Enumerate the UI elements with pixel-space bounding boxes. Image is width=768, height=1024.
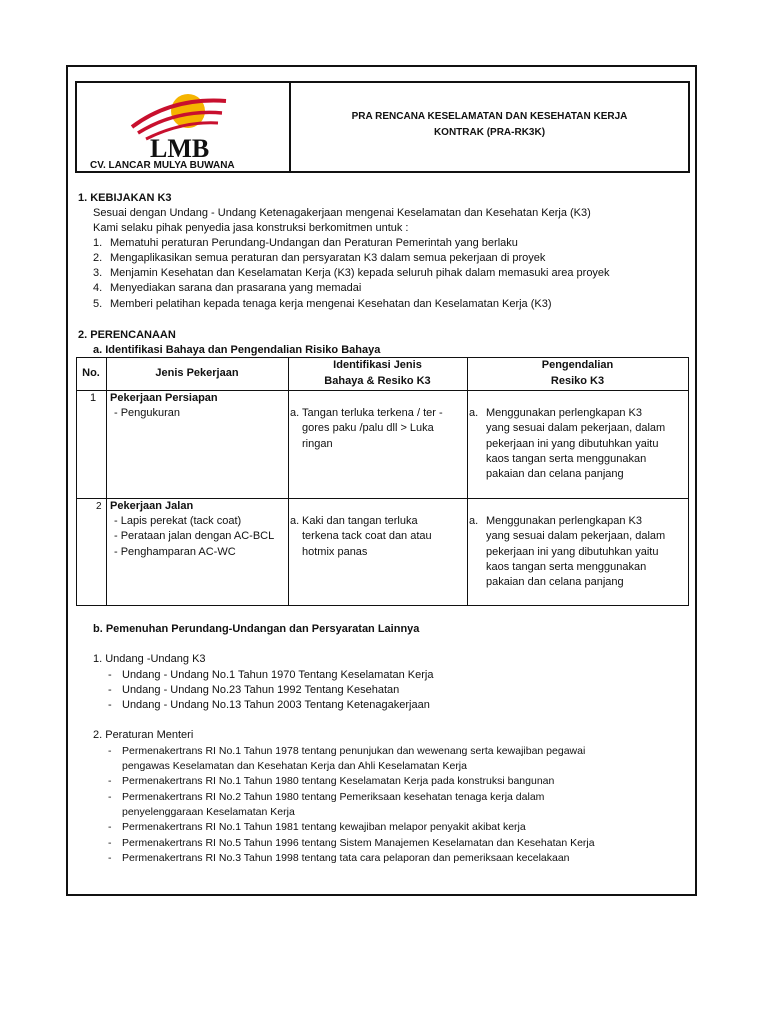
hazard-line: terkena tack coat dan atau [302,530,432,542]
section-1-heading: 1. KEBIJAKAN K3 [78,192,172,204]
list-dash: - [108,852,112,864]
document-header [75,81,690,173]
logo-text: LMB [150,134,210,159]
regulation-item: Permenakertrans RI No.1 Tahun 1978 tentang penunjukan dan wewenang serta kewajiban pegawai [122,745,586,757]
list-dash: - [108,837,112,849]
regulation-item: Permenakertrans RI No.1 Tahun 1981 tentang kewajiban melapor penyakit akibat kerja [122,821,526,833]
control-marker: a. [469,407,479,419]
hazard-marker: a. [290,407,300,419]
list-dash: - [108,684,112,696]
column-header-no: No. [82,367,100,379]
control-line: kaos tangan serta menggunakan [486,453,647,465]
hazard-line: Tangan terluka terkena / ter - [302,407,443,419]
column-header-identifikasi: Identifikasi Jenis [333,359,422,371]
document-subtitle: KONTRAK (PRA-RK3K) [433,127,546,138]
job-item: - Pengukuran [114,407,181,419]
policy-item: Mengaplikasikan semua peraturan dan persyaratan K3 dalam semua pekerjaan di proyek [110,252,546,264]
regulation-item-cont: pengawas Keselamatan dan Kesehatan Kerja dan Ahli Keselamatan Kerja [122,760,467,772]
control-line: kaos tangan serta menggunakan [486,561,647,573]
column-header-pengendalian-2: Resiko K3 [550,375,605,387]
job-item: - Perataan jalan dengan AC-BCL [114,530,275,542]
policy-number: 1. [93,237,103,249]
document-title: PRA RENCANA KESELAMATAN DAN KESEHATAN KERJA [351,111,628,122]
job-title: Pekerjaan Persiapan [110,392,218,404]
policy-item: Menyediakan sarana dan prasarana yang memadai [110,282,362,294]
policy-number: 4. [93,282,103,294]
column-header-identifikasi-2: Bahaya & Resiko K3 [324,375,431,387]
job-item: - Penghamparan AC-WC [114,546,236,558]
hazard-line: Kaki dan tangan terluka [302,515,418,527]
hazard-marker: a. [290,515,300,527]
control-marker: a. [469,515,479,527]
section-1-intro: Sesuai dengan Undang - Undang Ketenagakerjaan mengenai Keselamatan dan Kesehatan Kerja (K3) [93,207,591,219]
subsection-a-heading: a. Identifikasi Bahaya dan Pengendalian Risiko Bahaya [93,344,381,356]
job-item: - Lapis perekat (tack coat) [114,515,242,527]
law-item: Undang - Undang No.23 Tahun 1992 Tentang Kesehatan [122,684,400,696]
list-dash: - [108,699,112,711]
hazard-line: hotmix panas [302,546,368,558]
law-item: Undang - Undang No.13 Tahun 2003 Tentang Ketenagakerjaan [122,699,430,711]
control-line: pakaian dan celana panjang [486,576,624,588]
control-line: pekerjaan ini yang dibutuhkan yaitu [486,546,659,558]
law-heading: 1. Undang -Undang K3 [93,653,206,665]
regulation-item: Permenakertrans RI No.3 Tahun 1998 tentang tata cara pelaporan dan pemeriksaan kecelakaan [122,852,570,864]
control-line: Menggunakan perlengkapan K3 [486,515,642,527]
control-line: yang sesuai dalam pekerjaan, dalam [486,422,666,434]
control-line: pekerjaan ini yang dibutuhkan yaitu [486,438,659,450]
row-number: 2 [96,501,102,512]
regulation-heading: 2. Peraturan Menteri [93,729,194,741]
section-1-intro-2: Kami selaku pihak penyedia jasa konstruksi berkomitmen untuk : [93,222,409,234]
control-line: pakaian dan celana panjang [486,468,624,480]
list-dash: - [108,775,112,787]
policy-number: 3. [93,267,103,279]
policy-item: Menjamin Kesehatan dan Keselamatan Kerja (K3) kepada seluruh pihak dalam memasuki area proyek [110,267,610,279]
control-line: yang sesuai dalam pekerjaan, dalam [486,530,666,542]
list-dash: - [108,821,112,833]
list-dash: - [108,791,112,803]
job-title: Pekerjaan Jalan [110,500,194,512]
list-dash: - [108,669,112,681]
policy-item: Mematuhi peraturan Perundang-Undangan dan Peraturan Pemerintah yang berlaku [110,237,518,249]
hazard-line: gores paku /palu dll > Luka [302,422,434,434]
row-number: 1 [90,392,97,404]
company-logo-icon [122,89,232,159]
regulation-item: Permenakertrans RI No.2 Tahun 1980 tentang Pemeriksaan kesehatan tenaga kerja dalam [122,791,545,803]
regulation-item-cont: penyelenggaraan Keselamatan Kerja [122,806,295,818]
policy-number: 5. [93,298,103,310]
subsection-b-heading: b. Pemenuhan Perundang-Undangan dan Persyaratan Lainnya [93,623,420,635]
company-name: CV. LANCAR MULYA BUWANA [90,160,235,171]
regulation-item: Permenakertrans RI No.5 Tahun 1996 tentang Sistem Manajemen Keselamatan dan Kesehatan Kerja [122,837,595,849]
column-header-pengendalian: Pengendalian [541,359,614,371]
control-line: Menggunakan perlengkapan K3 [486,407,642,419]
column-header-jenis: Jenis Pekerjaan [155,367,239,379]
policy-number: 2. [93,252,103,264]
policy-item: Memberi pelatihan kepada tenaga kerja mengenai Kesehatan dan Keselamatan Kerja (K3) [110,298,552,310]
section-2-heading: 2. PERENCANAAN [78,329,176,341]
list-dash: - [108,745,112,757]
law-item: Undang - Undang No.1 Tahun 1970 Tentang Keselamatan Kerja [122,669,434,681]
hazard-line: ringan [302,438,333,450]
hazard-table [76,357,689,606]
regulation-item: Permenakertrans RI No.1 Tahun 1980 tentang Keselamatan Kerja pada konstruksi bangunan [122,775,555,787]
